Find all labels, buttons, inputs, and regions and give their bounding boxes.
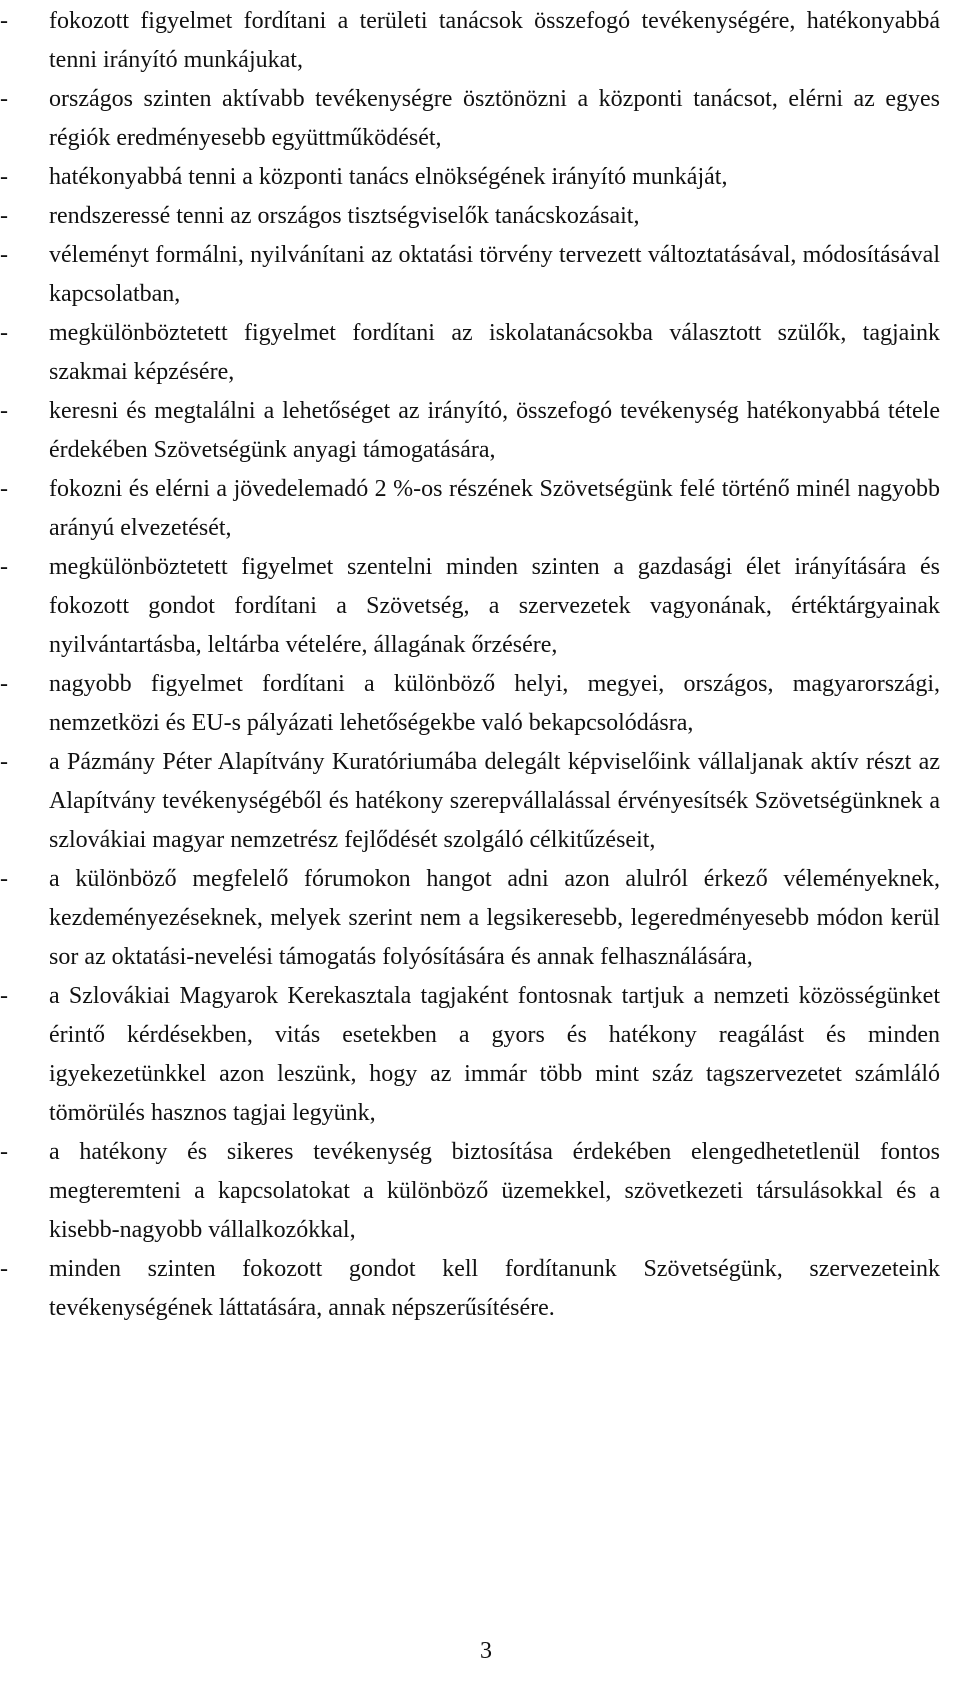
list-item-text: a Szlovákiai Magyarok Kerekasztala tagjaként fontosnak tartjuk a nemzeti közösségünket érintő kérdésekben, vitás esetekben a gyors és hatékony reagálást és minden igyekezetünkkel azon leszünk, hogy az immár több mint száz tagszervezetet számláló tömörülés hasznos tagjai legyünk,	[49, 983, 940, 1126]
dash-bullet: -	[0, 671, 8, 697]
list-item	[0, 2, 960, 80]
dash-bullet: -	[0, 398, 8, 424]
page-number: 3	[480, 1638, 492, 1664]
dash-bullet: -	[0, 86, 8, 112]
list-item	[0, 470, 960, 548]
list-item-text: a különböző megfelelő fórumokon hangot adni azon alulról érkező véleményeknek, kezdeményezéseknek, melyek szerint nem a legsikeresebb, legeredményesebb módon kerül sor az oktatási-nevelési támogatás folyósítására és annak felhasználására,	[49, 866, 940, 970]
list-item	[0, 665, 960, 743]
list-item-text: országos szinten aktívabb tevékenységre ösztönözni a központi tanácsot, elérni az egyes régiók eredményesebb együttműködését,	[49, 86, 940, 151]
list-item-text: keresni és megtalálni a lehetőséget az irányító, összefogó tevékenység hatékonyabbá tétele érdekében Szövetségünk anyagi támogatására,	[49, 398, 940, 463]
dash-bullet: -	[0, 242, 8, 268]
list-item	[0, 197, 960, 236]
list-item-text: megkülönböztetett figyelmet szentelni minden szinten a gazdasági élet irányítására és fokozott gondot fordítani a Szövetség, a szervezetek vagyonának, értéktárgyainak nyilvántartásba, leltárba vételére, állagának őrzésére,	[49, 554, 940, 658]
dash-bullet: -	[0, 164, 8, 190]
dash-bullet: -	[0, 866, 8, 892]
list-item-text: fokozni és elérni a jövedelemadó 2 %-os részének Szövetségünk felé történő minél nagyobb arányú elvezetését,	[49, 476, 940, 541]
list-item-text: megkülönböztetett figyelmet fordítani az iskolatanácsokba választott szülők, tagjaink szakmai képzésére,	[49, 320, 940, 385]
list-item	[0, 977, 960, 1133]
dash-bullet: -	[0, 203, 8, 229]
list-item-text: minden szinten fokozott gondot kell fordítanunk Szövetségünk, szervezeteink tevékenységének láttatására, annak népszerűsítésére.	[49, 1256, 940, 1321]
list-item-text: véleményt formálni, nyilvánítani az oktatási törvény tervezett változtatásával, módosításával kapcsolatban,	[49, 242, 940, 307]
list-item-text: a hatékony és sikeres tevékenység biztosítása érdekében elengedhetetlenül fontos megteremteni a kapcsolatokat a különböző üzemekkel, szövetkezeti társulásokkal és a kisebb-nagyobb vállalkozókkal,	[49, 1139, 940, 1243]
list-item	[0, 158, 960, 197]
list-item	[0, 80, 960, 158]
list-item	[0, 1133, 960, 1250]
list-item-text: rendszeressé tenni az országos tisztségviselők tanácskozásait,	[49, 203, 640, 229]
resolution-list	[0, 2, 960, 1328]
list-item	[0, 548, 960, 665]
list-item-text: fokozott figyelmet fordítani a területi tanácsok összefogó tevékenységére, hatékonyabbá tenni irányító munkájukat,	[49, 8, 940, 73]
dash-bullet: -	[0, 1256, 8, 1282]
dash-bullet: -	[0, 476, 8, 502]
list-item	[0, 392, 960, 470]
list-item-text: a Pázmány Péter Alapítvány Kuratóriumába delegált képviselőink vállaljanak aktív részt az Alapítvány tevékenységéből és hatékony szerepvállalással érvényesítsék Szövetségünknek a szlovákiai magyar nemzetrész fejlődését szolgáló célkitűzéseit,	[49, 749, 940, 853]
dash-bullet: -	[0, 320, 8, 346]
list-item	[0, 860, 960, 977]
dash-bullet: -	[0, 749, 8, 775]
dash-bullet: -	[0, 8, 8, 34]
dash-bullet: -	[0, 983, 8, 1009]
list-item	[0, 314, 960, 392]
list-item	[0, 743, 960, 860]
list-item	[0, 236, 960, 314]
dash-bullet: -	[0, 554, 8, 580]
list-item	[0, 1250, 960, 1328]
list-item-text: hatékonyabbá tenni a központi tanács elnökségének irányító munkáját,	[49, 164, 728, 190]
list-item-text: nagyobb figyelmet fordítani a különböző helyi, megyei, országos, magyarországi, nemzetközi és EU-s pályázati lehetőségekbe való bekapcsolódásra,	[49, 671, 940, 736]
dash-bullet: -	[0, 1139, 8, 1165]
